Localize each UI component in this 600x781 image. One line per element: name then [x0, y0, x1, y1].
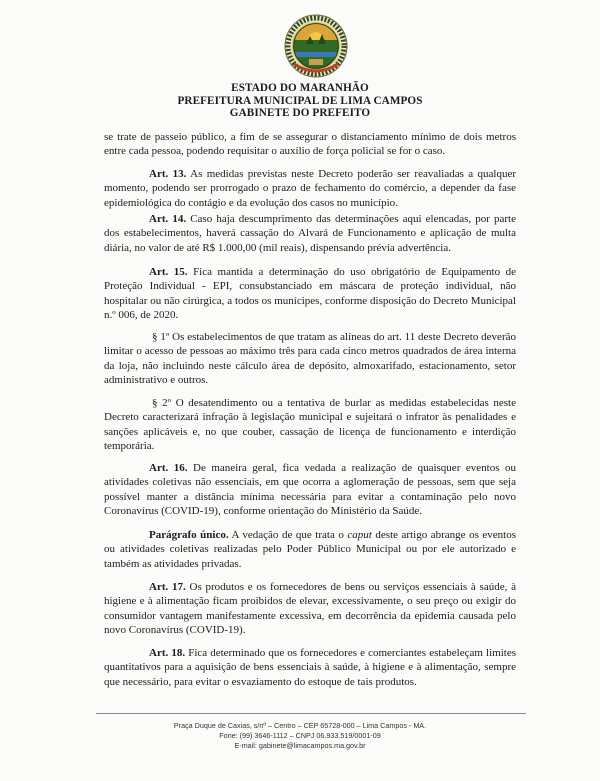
caput-term: caput [347, 529, 372, 541]
article-16 [104, 461, 516, 519]
footer-phone-cnpj: Fone: (99) 3646-1112 – CNPJ 06.933.519/0001-09 [219, 731, 381, 740]
paragraph-1 [104, 330, 516, 388]
article-text: De maneira geral, fica vedada a realização de quaisquer eventos ou atividades coletivas não essenciais, em que ocorra a aglomeração de pessoas, sem que seja possível manter a distância mínima necessária para evitar a contaminação pelo novo Coronavírus (COVID-19), conforme orientação do Ministério da Saúde. [104, 462, 516, 518]
article-13 [104, 167, 516, 210]
paragraph-label: Parágrafo único. [149, 529, 229, 541]
article-18 [104, 646, 516, 689]
document-header [0, 82, 600, 120]
footer-address: Praça Duque de Caxias, s/nº – Centro – CEP 65728-000 – Lima Campos - MA. [173, 721, 427, 730]
document-footer [0, 721, 600, 751]
article-label: Art. 16. [149, 462, 188, 474]
article-text: Os produtos e os fornecedores de bens ou serviços essenciais à saúde, à higiene e à alimentação ficam proibidos de elevar, excessivamente, o seu preço ou exigir do consumidor vantagem manifestamente excessiva, em decorrência da epidemia causada pelo novo Coronavírus (COVID-19). [104, 581, 516, 637]
paragrafo-unico [104, 528, 516, 571]
article-text: Fica determinado que os fornecedores e comerciantes estabeleçam limites quantitativos para a aquisição de bens essenciais à saúde, à higiene e à alimentação, sempre que necessário, para evitar o esvaziamento do estoque de tais produtos. [104, 647, 516, 688]
article-14 [104, 212, 516, 255]
paragraph-text: § 1º Os estabelecimentos de que tratam as alíneas do art. 11 deste Decreto deverão limitar o acesso de pessoas ao máximo três para cada cinco metros quadrados de área interna da loja, não incluindo neste cálculo área de depósito, almoxarifado, estacionamento, setor administrativo e outros. [104, 331, 516, 387]
article-17 [104, 580, 516, 638]
header-prefeitura: PREFEITURA MUNICIPAL DE LIMA CAMPOS [177, 94, 423, 107]
article-15 [104, 265, 516, 323]
article-text: Fica mantida a determinação do uso obrigatório de Equipamento de Proteção Individual - EPI, consubstanciado em máscara de proteção individual, não hospitalar ou não cirúrgica, a todos os munícipes, conforme disposição do Decreto Municipal n.º 006, de 2020. [104, 266, 516, 322]
header-state: ESTADO DO MARANHÃO [231, 82, 369, 94]
header-gabinete: GABINETE DO PREFEITO [229, 107, 371, 119]
footer-email: E-mail: gabinete@limacampos.ma.gov.br [234, 741, 366, 750]
paragraph-continuation [104, 130, 516, 159]
article-label: Art. 14. [149, 213, 187, 225]
footer-divider [96, 713, 526, 714]
paragraph-text-a: A vedação de que trata o [228, 529, 348, 541]
paragraph-text-b: deste artigo abrange os eventos ou atividades coletivas realizadas pelo Poder Público Municipal ou por ele autorizado e também as atividades privadas. [104, 529, 516, 570]
paragraph-text: § 2º O desatendimento ou a tentativa de burlar as medidas estabelecidas neste Decreto caracterizará infração à legislação municipal e sujeitará o infrator às penalidades e sanções aplicáveis e, no que couber, cassação de licença de funcionamento e interdição temporária. [104, 397, 516, 453]
paragraph-2 [104, 396, 516, 454]
article-label: Art. 17. [149, 581, 186, 593]
article-label: Art. 18. [149, 647, 186, 659]
article-label: Art. 15. [149, 266, 188, 278]
article-label: Art. 13. [149, 168, 187, 180]
article-text: As medidas previstas neste Decreto poderão ser reavaliadas a qualquer momento, podendo ser prorrogado o prazo de fechamento do comércio, a depender da fase epidemiológica do contágio e da evolução dos casos no município. [104, 168, 516, 209]
article-text: Caso haja descumprimento das determinações aqui elencadas, por parte dos estabelecimentos, haverá cassação do Alvará de Funcionamento e aplicação de multa diária, no valor de até R$ 1.000,00 (mil reais), dispensando prévia advertência. [104, 213, 516, 254]
municipal-seal-icon [284, 14, 348, 78]
continuation-text: se trate de passeio público, a fim de se assegurar o distanciamento mínimo de dois metros entre cada pessoa, podendo requisitar o auxílio de força policial se for o caso. [104, 131, 516, 158]
